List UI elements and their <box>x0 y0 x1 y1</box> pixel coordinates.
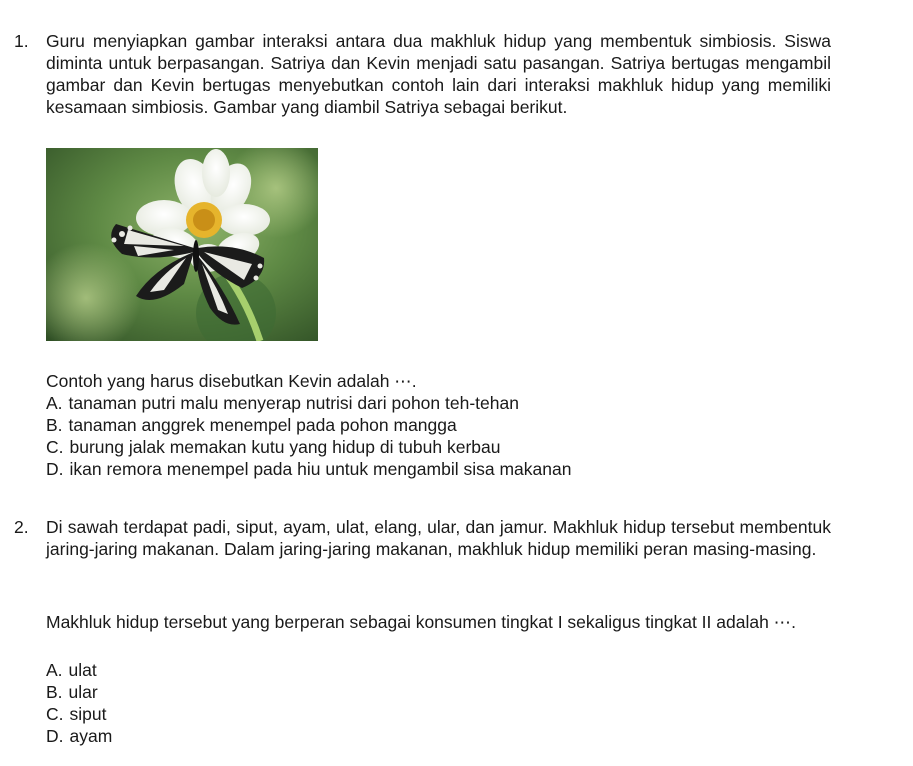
butterfly-flower-photo <box>46 148 318 341</box>
answer-option[interactable] <box>46 703 112 725</box>
question-prompt: Contoh yang harus disebutkan Kevin adalah ⋯. <box>46 371 417 391</box>
option-text: ulat <box>68 660 97 680</box>
option-letter: B. <box>46 415 63 435</box>
answer-options <box>46 392 571 480</box>
answer-option[interactable] <box>46 414 571 436</box>
option-text: siput <box>69 704 107 724</box>
option-letter: C. <box>46 704 64 724</box>
option-text: tanaman putri malu menyerap nutrisi dari pohon teh-tehan <box>68 393 519 413</box>
question-number: 1. <box>14 31 29 51</box>
answer-option[interactable] <box>46 681 112 703</box>
option-letter: A. <box>46 393 63 413</box>
option-text: ayam <box>69 726 113 746</box>
option-letter: D. <box>46 726 64 746</box>
question-number: 2. <box>14 517 29 537</box>
answer-option[interactable] <box>46 659 112 681</box>
question-prompt: Makhluk hidup tersebut yang berperan sebagai konsumen tingkat I sekaligus tingkat II adalah ⋯. <box>46 612 797 632</box>
option-text: ikan remora menempel pada hiu untuk mengambil sisa makanan <box>69 459 572 479</box>
option-letter: D. <box>46 459 64 479</box>
option-letter: B. <box>46 682 63 702</box>
option-text: ular <box>68 682 98 702</box>
answer-option[interactable] <box>46 458 571 480</box>
question-stem: Guru menyiapkan gambar interaksi antara dua makhluk hidup yang membentuk simbiosis. Siswa diminta untuk berpasangan. Satriya dan Kevin menjadi satu pasangan. Satriya bertugas mengambil gambar dan Kevin bertugas menyebutkan contoh lain dari interaksi makhluk hidup yang memiliki kesamaan simbiosis. Gambar yang diambil Satriya sebagai berikut. <box>46 31 831 117</box>
answer-option[interactable] <box>46 725 112 747</box>
option-letter: A. <box>46 660 63 680</box>
answer-option[interactable] <box>46 436 571 458</box>
option-text: tanaman anggrek menempel pada pohon mangga <box>68 415 457 435</box>
option-text: burung jalak memakan kutu yang hidup di tubuh kerbau <box>69 437 501 457</box>
option-letter: C. <box>46 437 64 457</box>
question-stem: Di sawah terdapat padi, siput, ayam, ulat, elang, ular, dan jamur. Makhluk hidup tersebut membentuk jaring-jaring makanan. Dalam jaring-jaring makanan, makhluk hidup memiliki peran masing-masing. <box>46 517 831 559</box>
answer-options <box>46 659 112 747</box>
answer-option[interactable] <box>46 392 571 414</box>
